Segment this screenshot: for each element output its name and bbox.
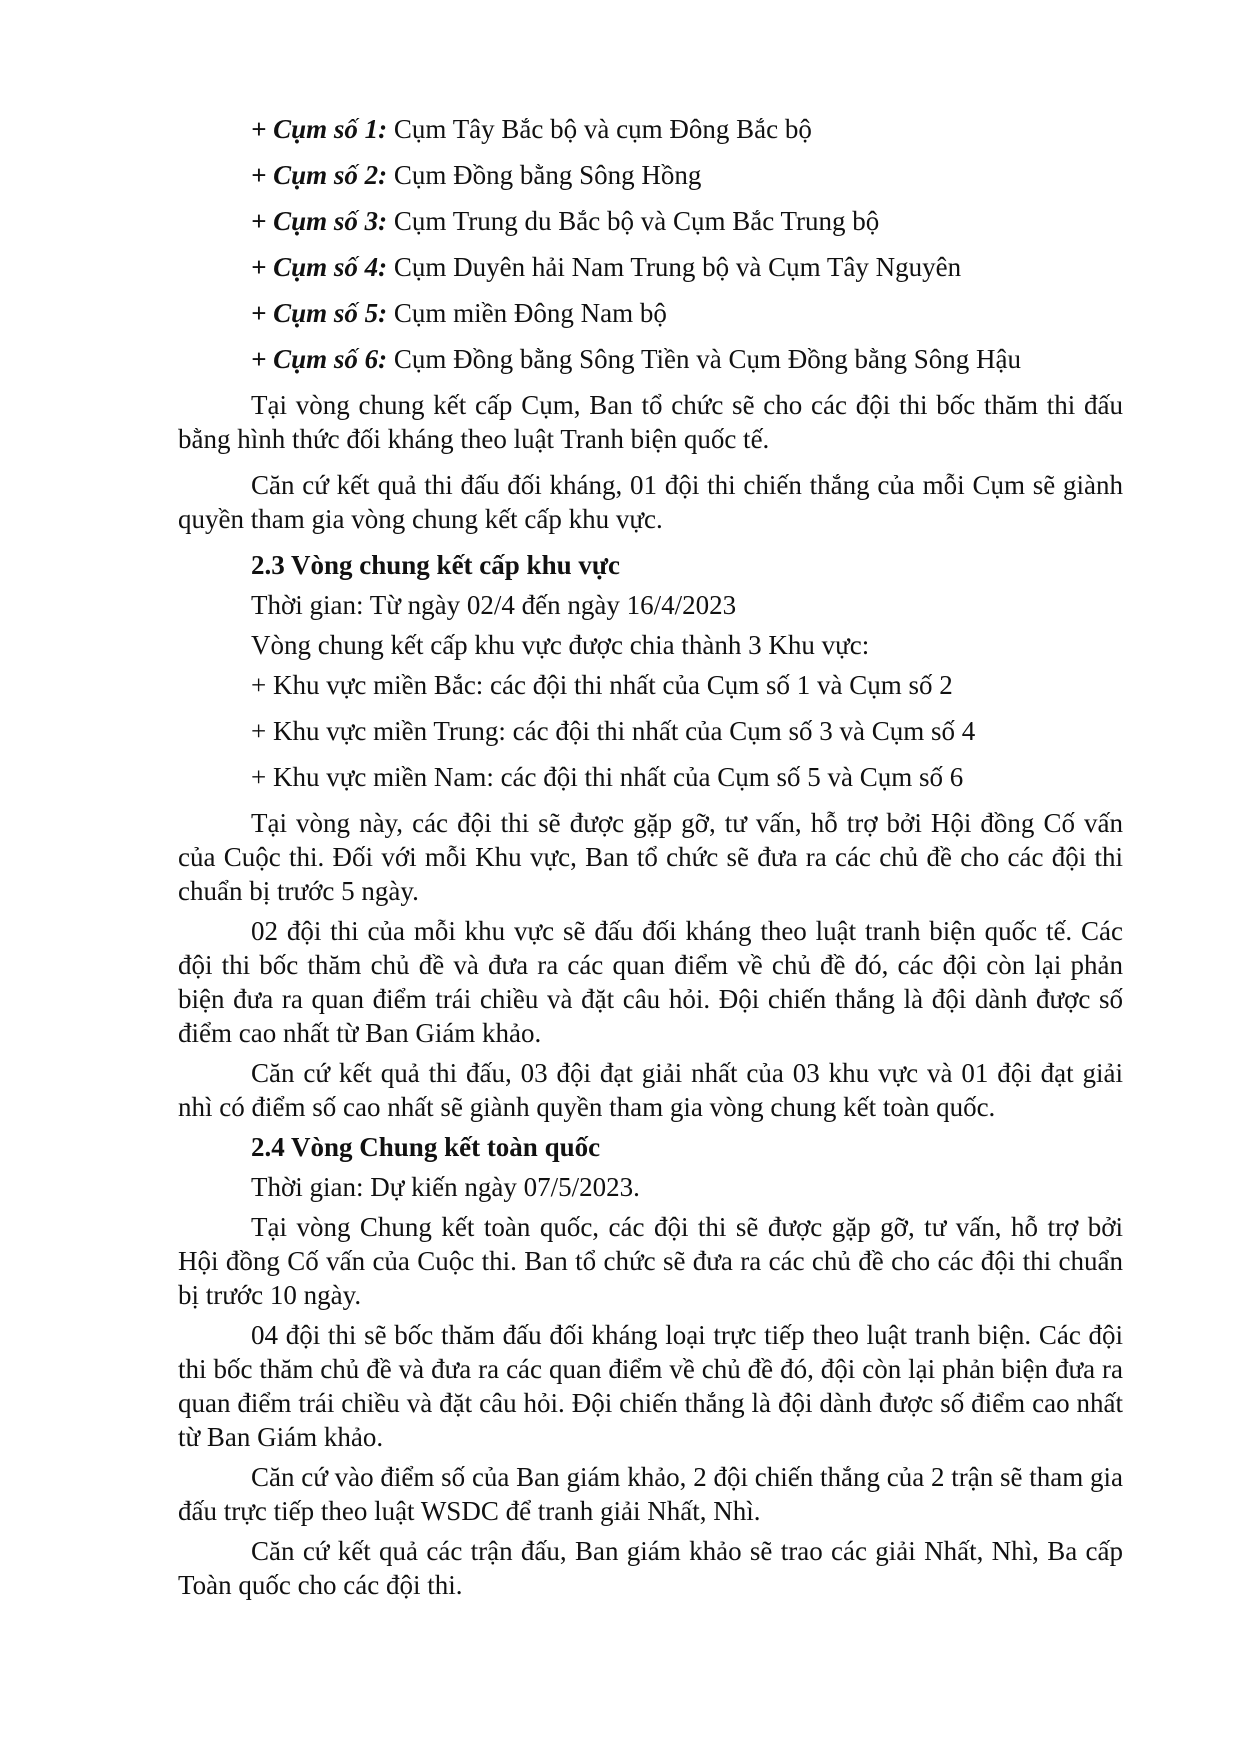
section-2-3-intro: Vòng chung kết cấp khu vực được chia thành 3 Khu vực: (251, 630, 870, 660)
cluster-description: Cụm miền Đông Nam bộ (387, 298, 667, 328)
region-item: + Khu vực miền Trung: các đội thi nhất của Cụm số 3 và Cụm số 4 (251, 716, 976, 746)
cluster-item (251, 250, 1123, 284)
cluster-description: Cụm Tây Bắc bộ và cụm Đông Bắc bộ (387, 114, 812, 144)
section-2-4-time: Thời gian: Dự kiến ngày 07/5/2023. (251, 1172, 640, 1202)
cluster-description: Cụm Đồng bằng Sông Hồng (387, 160, 702, 190)
cluster-label: + Cụm số 5: (251, 298, 388, 328)
cluster-item (251, 158, 1123, 192)
cluster-description: Cụm Trung du Bắc bộ và Cụm Bắc Trung bộ (387, 206, 880, 236)
cluster-item (251, 342, 1123, 376)
region-item: + Khu vực miền Bắc: các đội thi nhất của Cụm số 1 và Cụm số 2 (251, 670, 953, 700)
region-item: + Khu vực miền Nam: các đội thi nhất của Cụm số 5 và Cụm số 6 (251, 762, 964, 792)
section-2-4-paragraph: Căn cứ kết quả các trận đấu, Ban giám khảo sẽ trao các giải Nhất, Nhì, Ba cấp Toàn quốc cho các đội thi. (178, 1536, 1123, 1600)
section-2-3-time: Thời gian: Từ ngày 02/4 đến ngày 16/4/2023 (251, 590, 737, 620)
section-2-3-paragraph: Tại vòng này, các đội thi sẽ được gặp gỡ, tư vấn, hỗ trợ bởi Hội đồng Cố vấn của Cuộc thi. Đối với mỗi Khu vực, Ban tổ chức sẽ đưa ra các chủ đề cho các đội thi chuẩn bị trước 5 ngày. (178, 808, 1123, 906)
cluster-label: + Cụm số 2: (251, 160, 388, 190)
cluster-label: + Cụm số 1: (251, 114, 388, 144)
section-2-4-heading: 2.4 Vòng Chung kết toàn quốc (251, 1132, 601, 1162)
cluster-description: Cụm Đồng bằng Sông Tiền và Cụm Đồng bằng Sông Hậu (387, 344, 1021, 374)
section-2-4-paragraph: Tại vòng Chung kết toàn quốc, các đội thi sẽ được gặp gỡ, tư vấn, hỗ trợ bởi Hội đồng Cố vấn của Cuộc thi. Ban tổ chức sẽ đưa ra các chủ đề cho các đội thi chuẩn bị trước 10 ngày. (178, 1212, 1123, 1310)
section-2-4-paragraph: Căn cứ vào điểm số của Ban giám khảo, 2 đội chiến thắng của 2 trận sẽ tham gia đấu trực tiếp theo luật WSDC để tranh giải Nhất, Nhì. (178, 1462, 1123, 1526)
cluster-label: + Cụm số 3: (251, 206, 388, 236)
section-2-4-paragraph: 04 đội thi sẽ bốc thăm đấu đối kháng loại trực tiếp theo luật tranh biện. Các đội thi bốc thăm chủ đề và đưa ra các quan điểm về chủ đề đó, đội còn lại phản biện đưa ra quan điểm trái chiều và đặt câu hỏi. Đội chiến thắng là đội dành được số điểm cao nhất từ Ban Giám khảo. (178, 1320, 1123, 1452)
cluster-label: + Cụm số 6: (251, 344, 388, 374)
cluster-item (251, 204, 1123, 238)
section-2-3-paragraph: Căn cứ kết quả thi đấu, 03 đội đạt giải nhất của 03 khu vực và 01 đội đạt giải nhì có điểm số cao nhất sẽ giành quyền tham gia vòng chung kết toàn quốc. (178, 1058, 1123, 1122)
document-page (178, 112, 1123, 1608)
cluster-item (251, 296, 1123, 330)
cluster-final-paragraph: Tại vòng chung kết cấp Cụm, Ban tổ chức sẽ cho các đội thi bốc thăm thi đấu bằng hình thức đối kháng theo luật Tranh biện quốc tế. (178, 390, 1123, 454)
cluster-item (251, 112, 1123, 146)
cluster-label: + Cụm số 4: (251, 252, 388, 282)
cluster-final-result-paragraph: Căn cứ kết quả thi đấu đối kháng, 01 đội thi chiến thắng của mỗi Cụm sẽ giành quyền tham gia vòng chung kết cấp khu vực. (178, 470, 1123, 534)
cluster-description: Cụm Duyên hải Nam Trung bộ và Cụm Tây Nguyên (387, 252, 962, 282)
section-2-3-heading: 2.3 Vòng chung kết cấp khu vực (251, 550, 621, 580)
section-2-3-paragraph: 02 đội thi của mỗi khu vực sẽ đấu đối kháng theo luật tranh biện quốc tế. Các đội thi bốc thăm chủ đề và đưa ra các quan điểm về chủ đề đó, các đội còn lại phản biện đưa ra quan điểm trái chiều và đặt câu hỏi. Đội chiến thắng là đội dành được số điểm cao nhất từ Ban Giám khảo. (178, 916, 1123, 1048)
